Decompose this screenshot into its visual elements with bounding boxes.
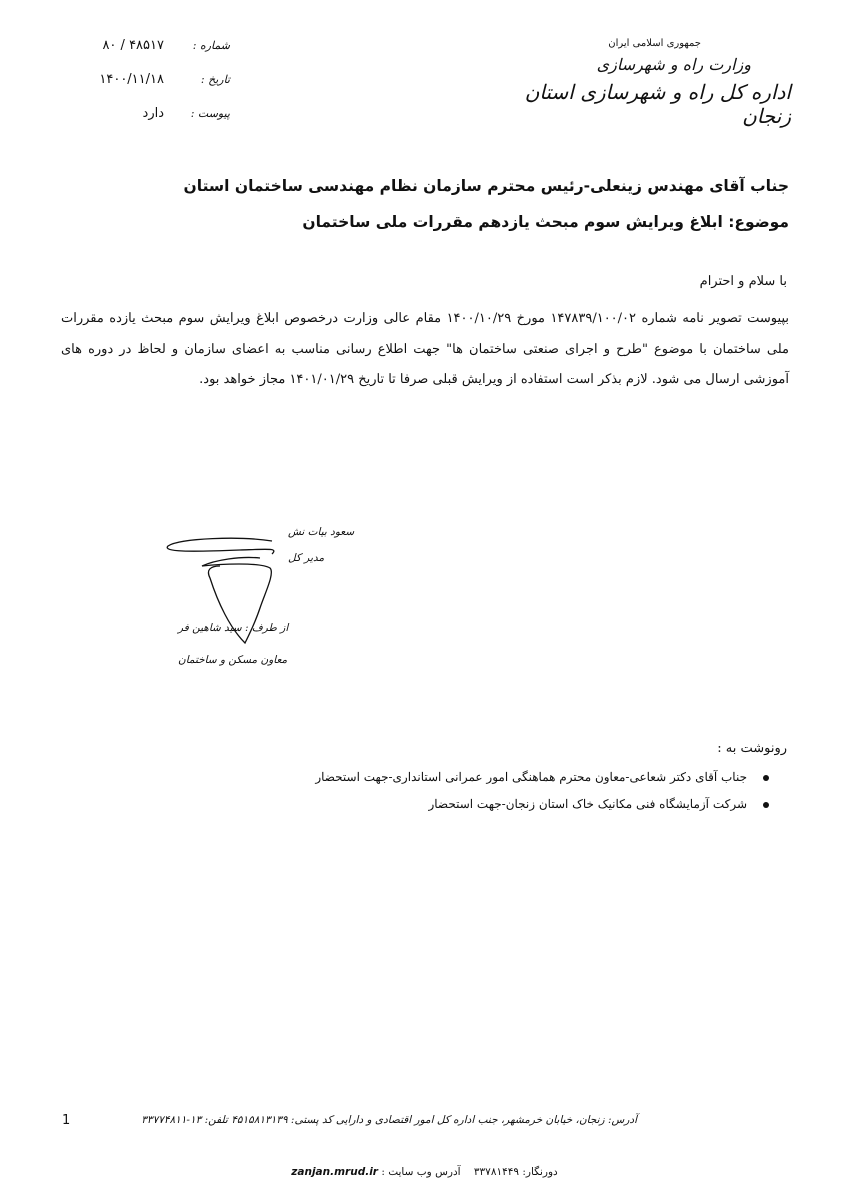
cc-item-text: جناب آقای دکتر شعاعی-معاون محترم هماهنگی امور عمرانی استانداری-جهت استحضار bbox=[315, 770, 747, 784]
letterhead-ministry: وزارت راه و شهرسازی bbox=[596, 55, 751, 74]
meta-date-label: تاریخ : bbox=[200, 73, 230, 86]
footer-website-url: zanjan.mrud.ir bbox=[291, 1166, 378, 1178]
cc-title: رونوشت به : bbox=[717, 741, 787, 756]
meta-attachment-label: پیوست : bbox=[190, 107, 230, 120]
footer-address: آدرس: زنجان، خیابان خرمشهر، جنب اداره کل امور اقتصادی و دارایی کد پستی: ۴۵۱۵۸۱۳۱۳۹ تلفن: ۱۳-۳۳۷۷۴۸۱۱ bbox=[141, 1114, 637, 1126]
signature-title-bottom: معاون مسکن و ساختمان bbox=[178, 654, 288, 666]
bullet-icon bbox=[763, 802, 769, 808]
meta-attachment-row bbox=[60, 106, 230, 140]
meta-date-value: ۱۴۰۰/۱۱/۱۸ bbox=[99, 72, 164, 87]
bullet-icon bbox=[763, 775, 769, 781]
greeting: با سلام و احترام bbox=[699, 274, 787, 289]
letter-meta bbox=[60, 38, 230, 140]
meta-number-value: ۴۸۵۱۷ / ۸۰ bbox=[102, 38, 164, 53]
cc-item bbox=[249, 770, 769, 797]
meta-date-row bbox=[60, 72, 230, 106]
footer-web bbox=[0, 1166, 849, 1178]
footer-fax: دورنگار: ۳۳۷۸۱۴۴۹ bbox=[473, 1166, 558, 1178]
subject: موضوع: ابلاغ ویرایش سوم مبحث یازدهم مقررات ملی ساختمان bbox=[302, 213, 789, 231]
signature-name-top: سعود بیات نش bbox=[288, 526, 355, 538]
letterhead-republic: جمهوری اسلامی ایران bbox=[608, 38, 701, 49]
signature-title-top: مدیر کل bbox=[288, 552, 325, 564]
letterhead-office: اداره کل راه و شهرسازی استان زنجان bbox=[524, 80, 791, 128]
letterhead bbox=[491, 38, 791, 128]
signature-block bbox=[160, 518, 355, 678]
meta-number-row bbox=[60, 38, 230, 72]
cc-item bbox=[249, 797, 769, 824]
cc-item-text: شرکت آزمایشگاه فنی مکانیک خاک استان زنجان-جهت استحضار bbox=[428, 797, 747, 811]
page-number: 1 bbox=[62, 1113, 71, 1128]
meta-attachment-value: دارد bbox=[142, 106, 164, 121]
footer-website-label: آدرس وب سایت : bbox=[381, 1166, 461, 1178]
addressee: جناب آقای مهندس زینعلی-رئیس محترم سازمان نظام مهندسی ساختمان استان bbox=[183, 177, 789, 195]
letter-body: بپیوست تصویر نامه شماره ۱۴۷۸۳۹/۱۰۰/۰۲ مورخ ۱۴۰۰/۱۰/۲۹ مقام عالی وزارت درخصوص ابلاغ ویرایش سوم مبحث یازده مقررات ملی ساختمان با موضوع "طرح و اجرای صنعتی ساختمان ها" جهت اطلاع رسانی مناسب به اعضای سازمان و لحاظ در دوره های آموزشی ارسال می شود. لازم بذکر است استفاده از ویرایش قبلی صرفا تا تاریخ ۱۴۰۱/۰۱/۲۹ مجاز خواهد بود. bbox=[61, 311, 789, 387]
signature-from-line: از طرف : سید شاهین فر bbox=[178, 622, 289, 634]
cc-list bbox=[249, 770, 769, 824]
meta-number-label: شماره : bbox=[192, 39, 230, 52]
